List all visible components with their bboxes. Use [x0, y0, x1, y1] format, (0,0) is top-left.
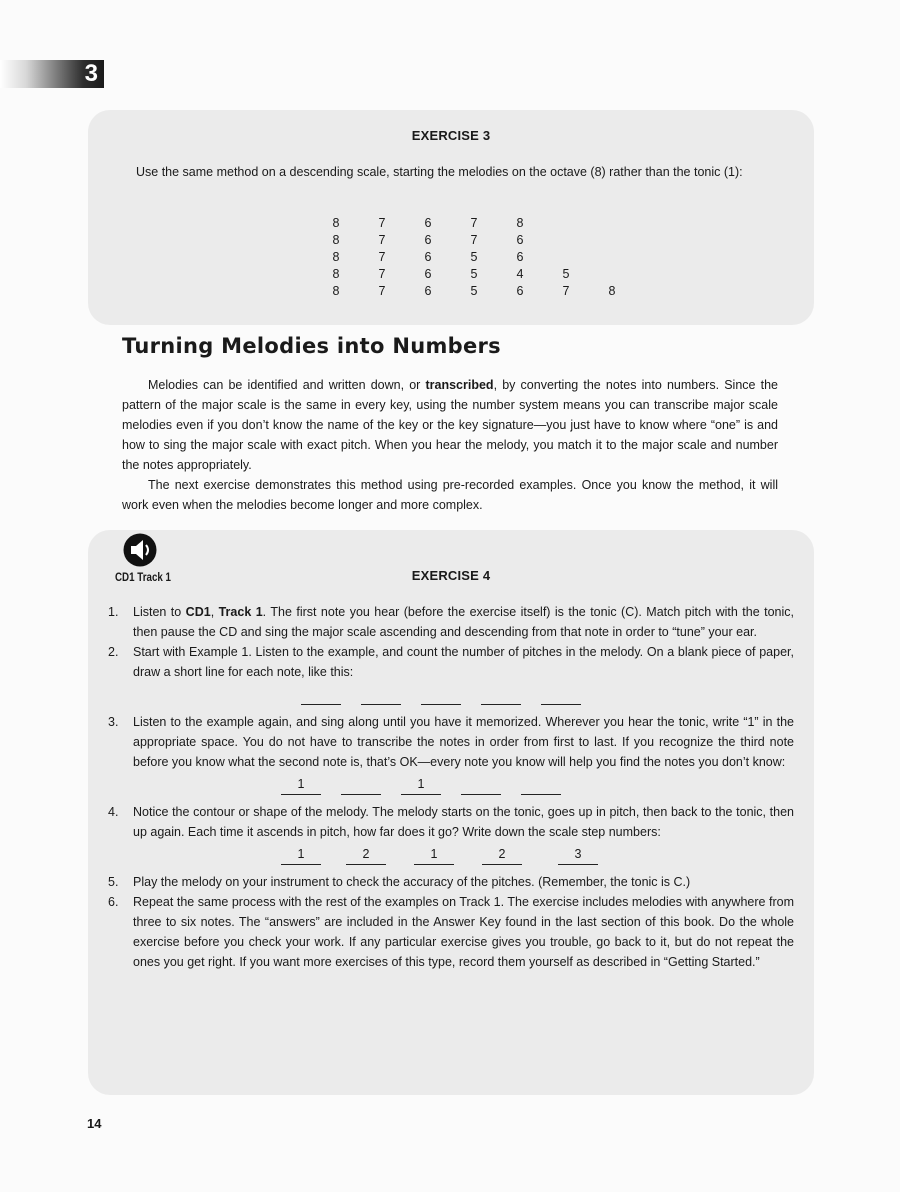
item-number: 6.	[108, 895, 119, 909]
blank-line	[521, 774, 561, 795]
bold-term: Track 1	[218, 605, 263, 619]
blank-line	[481, 684, 521, 705]
list-item	[108, 872, 794, 892]
blank-line	[341, 774, 381, 795]
scale-number: 6	[424, 284, 432, 298]
blank-line: 1	[281, 774, 321, 795]
scale-number: 7	[378, 250, 386, 264]
scale-number: 6	[516, 284, 524, 298]
chapter-tab	[0, 60, 104, 88]
scale-number: 8	[332, 233, 340, 247]
exercise-3-title: EXERCISE 3	[411, 128, 491, 143]
cd-track-label: CD1 Track 1	[115, 572, 171, 584]
bold-term: CD1	[185, 605, 211, 619]
blank-line	[361, 684, 401, 705]
scale-number: 6	[424, 216, 432, 230]
scale-number: 7	[378, 267, 386, 281]
scale-number: 7	[470, 216, 478, 230]
item-text: Listen to	[133, 605, 186, 619]
item-text: . The first note you hear (before the exercise itself) is the tonic (C). Match pitch with the tonic, then pause the CD and sing the major scale ascending and descending from that note in order to “tune” your ear.	[133, 605, 794, 639]
scale-number: 8	[332, 284, 340, 298]
item-text: Play the melody on your instrument to check the accuracy of the pitches. (Remember, the tonic is C.)	[133, 875, 691, 889]
blank-line: 1	[414, 844, 454, 865]
list-item	[108, 642, 794, 682]
list-item	[108, 892, 794, 972]
blank-line	[421, 684, 461, 705]
list-item	[108, 712, 794, 772]
exercise-4-box	[88, 530, 814, 1095]
scale-number: 5	[470, 267, 478, 281]
list-item	[108, 802, 794, 842]
blank-line: 2	[482, 844, 522, 865]
paragraph-text: Melodies can be identified and written down, or	[148, 378, 426, 392]
scale-number: 8	[608, 284, 616, 298]
exercise-4-title: EXERCISE 4	[411, 568, 491, 583]
item-text: Start with Example 1. Listen to the example, and count the number of pitches in the melody. On a blank piece of paper, draw a short line for each note, like this:	[133, 645, 794, 679]
blank-lines-row	[108, 844, 794, 870]
item-number: 3.	[108, 715, 119, 729]
exercise-4-steps	[108, 602, 794, 972]
scale-number: 8	[332, 216, 340, 230]
blank-line: 2	[346, 844, 386, 865]
bold-term: transcribed	[425, 378, 494, 392]
paragraph: The next exercise demonstrates this method using pre-recorded examples. Once you know the method, it will work even when the melodies become longer and more complex.	[122, 478, 778, 512]
scale-number: 8	[332, 250, 340, 264]
item-text: Repeat the same process with the rest of the examples on Track 1. The exercise includes melodies with anywhere from three to six notes. The “answers” are included in the Answer Key found in the last section of this book. Do the whole exercise before you check your work. If any particular exercise gives you trouble, go back to it, but do not repeat the ones you get right. If you want more exercises of this type, record them yourself as described in “Getting Started.”	[133, 895, 794, 969]
scale-number: 7	[378, 233, 386, 247]
scale-number: 5	[470, 284, 478, 298]
list-item	[108, 602, 794, 642]
scale-number: 6	[424, 250, 432, 264]
item-number: 2.	[108, 645, 119, 659]
scale-number: 7	[470, 233, 478, 247]
blank-line: 3	[558, 844, 598, 865]
scale-number: 6	[516, 250, 524, 264]
item-number: 5.	[108, 875, 119, 889]
item-number: 1.	[108, 605, 119, 619]
blank-line	[461, 774, 501, 795]
blank-line: 1	[401, 774, 441, 795]
scale-number: 8	[332, 267, 340, 281]
blank-line	[541, 684, 581, 705]
scale-number: 8	[516, 216, 524, 230]
paragraph-text: , by converting the notes into numbers. Since the pattern of the major scale is the same in every key, using the number system means you can transcribe major scale melodies even if you don’t know the name of the key or the key signature—you just have to know where “one” is and how to sing the major scale with exact pitch. When you hear the melody, you match it to the major scale and number the notes appropriately.	[122, 378, 778, 472]
scale-number: 7	[378, 216, 386, 230]
scale-number: 6	[424, 267, 432, 281]
exercise-3-intro: Use the same method on a descending scale, starting the melodies on the octave (8) rather than the tonic (1):	[136, 165, 743, 179]
scale-number: 5	[562, 267, 570, 281]
blank-line	[301, 684, 341, 705]
chapter-number: 3	[84, 60, 98, 87]
exercise-3-box	[88, 110, 814, 325]
paragraph	[122, 375, 778, 475]
scale-number: 5	[470, 250, 478, 264]
speaker-icon	[122, 532, 158, 568]
section-body	[122, 375, 778, 515]
item-number: 4.	[108, 805, 119, 819]
scale-number: 7	[562, 284, 570, 298]
scale-number: 7	[378, 284, 386, 298]
item-text: ,	[210, 605, 219, 619]
scale-number: 6	[424, 233, 432, 247]
item-text: Notice the contour or shape of the melody. The melody starts on the tonic, goes up in pitch, then back to the tonic, then up again. Each time it ascends in pitch, how far does it go? Write down the scale step numbers:	[133, 805, 794, 839]
blank-lines-row	[108, 774, 794, 800]
section-heading: Turning Melodies into Numbers	[122, 334, 501, 358]
item-text: Listen to the example again, and sing along until you have it memorized. Wherever you hear the tonic, write “1” in the appropriate space. You do not have to transcribe the notes in order from first to last. If you recognize the third note before you know what the second note is, that’s OK—every note you know will help you find the notes you don’t know:	[133, 715, 794, 769]
scale-number: 6	[516, 233, 524, 247]
blank-line: 1	[281, 844, 321, 865]
page-number: 14	[87, 1116, 102, 1131]
scale-number: 4	[516, 267, 524, 281]
blank-lines-row	[108, 684, 794, 710]
